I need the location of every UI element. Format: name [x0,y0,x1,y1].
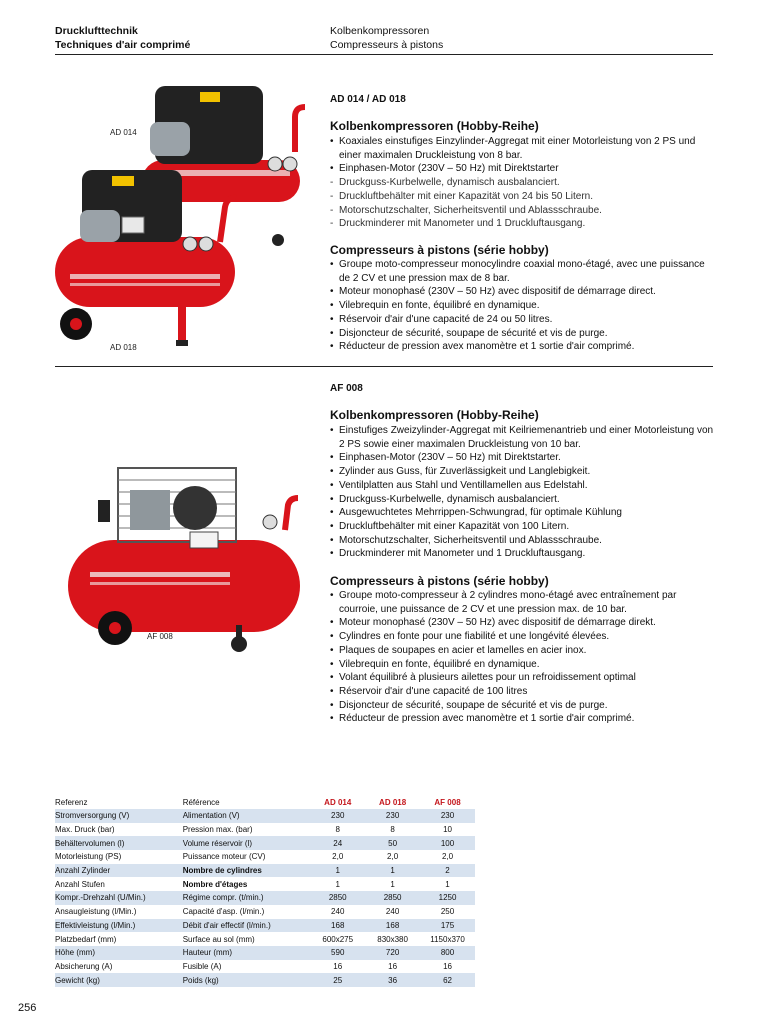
table-row [55,932,475,946]
param-name-fr: Nombre de cylindres [183,864,311,878]
feature-item: • Einstufiges Zweizylinder-Aggregat mit Keilriemenantrieb und einer Motorleistung von 2 PS sowie einer maximalen Druckleistung von 10 bar. [330,424,715,451]
feature-item: • Réservoir d'air d'une capacité de 100 litres [330,685,715,699]
value-ad014: 168 [310,919,365,933]
feature-item: • Réducteur de pression avex manomètre et 1 sortie d'air comprimé. [330,340,715,354]
feature-item: • Volant équilibré à plusieurs ailettes pour un refroidissement optimal [330,671,715,685]
feature-item: • Réducteur de pression avec manomètre et 1 sortie d'air comprimé. [330,712,715,726]
col-header-referenz: Referenz [55,798,88,807]
header-right [330,24,443,52]
param-name-fr: Régime compr. (t/min.) [183,891,311,905]
value-ad018: 240 [385,907,400,917]
section1-title-de: Kolbenkompressoren (Hobby-Reihe) [330,119,539,133]
header-topic-de: Kolbenkompressoren [330,25,430,37]
col-header-ad018: AD 018 [379,798,407,807]
section1-title-fr: Compresseurs à pistons (série hobby) [330,243,549,257]
table-row [55,973,475,987]
value-af008: 100 [420,836,475,850]
value-ad014: 2,0 [332,852,344,862]
product-label-af008: AF 008 [147,632,173,641]
spec-table [55,796,475,987]
value-ad014: 600x275 [322,934,354,944]
value-ad018: 36 [365,973,420,987]
table-row [55,905,475,919]
table-row [55,960,475,974]
col-header-af008: AF 008 [434,798,461,807]
value-af008: 62 [420,973,475,987]
feature-item: • Cylindres en fonte pour une fiabilité et une longévité élevées. [330,630,715,644]
header-category-fr: Techniques d'air comprimé [55,39,191,51]
feature-item: • Koaxiales einstufiges Einzylinder-Aggregat mit einer Motorleistung von 2 PS und einer maximalen Druckleistung von 8 bar. [330,135,715,162]
param-name-fr: Débit d'air effectif (l/min.) [183,919,311,933]
table-row [55,850,475,864]
feature-item: • Réservoir d'air d'une capacité de 24 ou 50 litres. [330,313,715,327]
value-ad014: 1 [310,864,365,878]
param-name-de: Stromversorgung (V) [55,809,183,823]
feature-item: • Groupe moto-compresseur monocylindre coaxial mono-étagé, avec une puissance de 2 CV et une pression max de 8 bar. [330,258,715,285]
feature-item: • Druckluftbehälter mit einer Kapazität von 100 Litern. [330,520,715,534]
section2-title-de: Kolbenkompressoren (Hobby-Reihe) [330,408,539,422]
value-ad018: 230 [365,809,420,823]
value-ad014: 1 [335,879,340,889]
header-category-de: Drucklufttechnik [55,25,138,37]
value-af008: 16 [443,961,452,971]
col-header-ad014: AD 014 [324,798,352,807]
compressor-ad-image [50,82,315,357]
param-name-fr: Puissance moteur (CV) [182,852,266,862]
value-ad018: 8 [390,825,395,835]
feature-item: • Druckguss-Kurbelwelle, dynamisch ausbalanciert. [330,493,715,507]
feature-item: • Ventilplatten aus Stahl und Ventillamellen aus Edelstahl. [330,479,715,493]
value-ad018: 1 [390,879,395,889]
feature-item: • Einphasen-Motor (230V – 50 Hz) mit Direktstarter. [330,451,715,465]
param-name-de: Gewicht (kg) [55,973,183,987]
feature-item: • Druckminderer mit Manometer und 1 Druckluftausgang. [330,547,715,561]
value-af008: 230 [420,809,475,823]
feature-item: • Vilebrequin en fonte, équilibré en dynamique. [330,658,715,672]
param-name-de: Platzbedarf (mm) [55,934,117,944]
value-af008: 2 [420,864,475,878]
value-ad014: 16 [333,961,343,971]
spec-table-body [55,809,475,987]
compressor-af008-drawing [68,468,300,652]
param-name-fr: Alimentation (V) [183,809,311,823]
value-ad014: 8 [335,825,340,835]
value-ad018: 2850 [365,891,420,905]
value-ad014: 25 [310,973,365,987]
param-name-fr: Nombre d'étages [182,879,248,889]
value-af008: 250 [440,907,455,917]
table-row [55,946,475,960]
value-ad018: 1 [365,864,420,878]
param-name-de: Anzahl Zylinder [55,864,183,878]
value-ad014: 230 [310,809,365,823]
value-ad018: 830x380 [377,934,408,944]
feature-item: • Zylinder aus Guss, für Zuverlässigkeit und Langlebigkeit. [330,465,715,479]
value-ad018: 16 [388,961,398,971]
param-name-fr: Surface au sol (mm) [182,934,255,944]
feature-item: - Druckluftbehälter mit einer Kapazität von 24 bis 50 Litern. [330,190,715,204]
param-name-fr: Pression max. (bar) [182,825,253,835]
table-row [55,823,475,837]
param-name-fr: Fusible (A) [182,961,222,971]
value-af008: 1250 [420,891,475,905]
param-name-de: Behältervolumen (l) [55,836,183,850]
feature-item: • Groupe moto-compresseur à 2 cylindres mono-étagé avec entraînement par courroie, une puissance de 2 CV et une pression max. de 10 bar. [330,589,715,616]
table-row [55,877,475,891]
value-af008: 800 [420,946,475,960]
param-name-de: Motorleistung (PS) [55,852,122,862]
table-row [55,891,475,905]
section1-features-de [330,135,715,231]
feature-item: - Motorschutzschalter, Sicherheitsventil und Ablassschraube. [330,204,715,218]
value-ad014: 24 [310,836,365,850]
header-topic-fr: Compresseurs à pistons [330,39,444,51]
param-name-de: Ansaugleistung (l/Min.) [55,907,137,917]
feature-item: • Einphasen-Motor (230V – 50 Hz) mit Direktstarter [330,162,715,176]
param-name-de: Effektivleistung (l/Min.) [55,919,183,933]
table-row [55,836,475,850]
param-name-de: Max. Druck (bar) [55,825,115,835]
value-ad014: 2850 [310,891,365,905]
value-af008: 1 [445,879,450,889]
param-name-fr: Hauteur (mm) [183,946,311,960]
feature-item: • Ausgewuchtetes Mehrrippen-Schwungrad, für optimale Kühlung [330,506,715,520]
page-number: 256 [18,1002,37,1014]
param-name-de: Höhe (mm) [55,946,183,960]
value-ad014: 590 [310,946,365,960]
model-code-ad: AD 014 / AD 018 [330,94,406,105]
param-name-de: Kompr.-Drehzahl (U/Min.) [55,891,183,905]
product-label-ad018: AD 018 [110,343,137,352]
table-row [55,919,475,933]
param-name-fr: Poids (kg) [183,973,311,987]
section2-title-fr: Compresseurs à pistons (série hobby) [330,574,549,588]
value-ad018: 720 [365,946,420,960]
compressor-af-image [60,460,310,655]
value-ad018: 2,0 [387,852,399,862]
col-header-reference: Référence [182,798,220,807]
value-af008: 10 [443,825,452,835]
product-label-ad014: AD 014 [110,128,137,137]
feature-item: • Vilebrequin en fonte, équilibré en dynamique. [330,299,715,313]
table-row [55,809,475,823]
feature-item: • Motorschutzschalter, Sicherheitsventil und Ablassschraube. [330,534,715,548]
param-name-de: Absicherung (A) [55,961,113,971]
spec-table-header [55,796,475,809]
section-divider [55,366,713,367]
param-name-fr: Volume réservoir (l) [183,836,311,850]
value-af008: 175 [420,919,475,933]
value-af008: 1150x370 [430,934,465,944]
feature-item: • Plaques de soupapes en acier et lamelles en acier inox. [330,644,715,658]
model-code-af: AF 008 [330,383,363,394]
section2-features-de [330,424,715,561]
feature-item: - Druckminderer mit Manometer und 1 Druckluftausgang. [330,217,715,231]
table-row [55,864,475,878]
header-divider [55,54,713,55]
header-left [55,24,190,52]
feature-item: • Disjoncteur de sécurité, soupape de sécurité et vis de purge. [330,699,715,713]
param-name-de: Anzahl Stufen [55,879,105,889]
value-af008: 2,0 [441,852,454,862]
feature-item: • Moteur monophasé (230V – 50 Hz) avec dispositif de démarrage direct. [330,285,715,299]
section2-features-fr [330,589,715,726]
param-name-fr: Capacité d'asp. (l/min.) [182,907,265,917]
value-ad018: 50 [365,836,420,850]
value-ad014: 240 [331,907,345,917]
feature-item: • Moteur monophasé (230V – 50 Hz) avec dispositif de démarrage direkt. [330,616,715,630]
section1-features-fr [330,258,715,354]
feature-item: - Druckguss-Kurbelwelle, dynamisch ausbalanciert. [330,176,715,190]
feature-item: • Disjoncteur de sécurité, soupape de sécurité et vis de purge. [330,327,715,341]
value-ad018: 168 [365,919,420,933]
